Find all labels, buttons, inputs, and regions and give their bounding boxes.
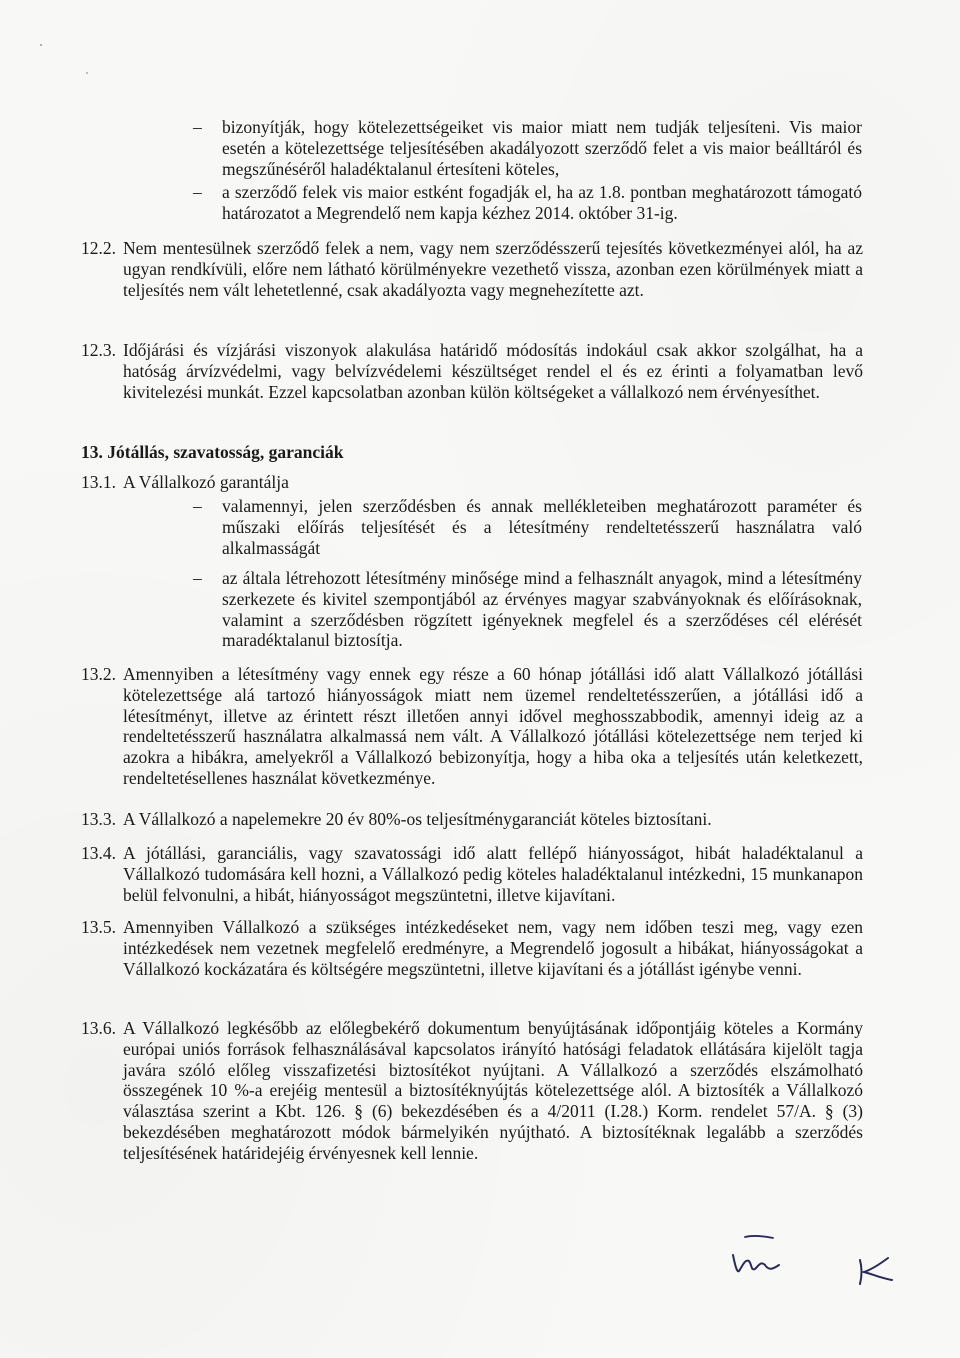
scan-speck xyxy=(86,72,88,74)
section-text-13-3: A Vállalkozó a napelemekre 20 év 80%-os teljesítménygaranciát köteles biztosítani. xyxy=(123,809,712,829)
section-number-12-3: 12.3. xyxy=(81,340,116,360)
guarantee-bullet-quality: az általa létrehozott létesítmény minősége mind a felhasznált anyagok, mind a létesítmény szerkezete és kivitel szempontjából az érvényes magyar szabványoknak és előírásoknak, valamint a szerződésben rögzített igényeknek megfelel és a szerződéses cél elérését maradéktalanul biztosítja. xyxy=(222,568,862,651)
section-text-12-3: Időjárási és vízjárási viszonyok alakulása határidő módosítás indokául csak akkor szolgálhat, ha a hatóság árvízvédelmi, vagy belvízvédelemi készültséget rendel el és ez érinti a folyamatban levő kivitelezési munkát. Ezzel kapcsolatban azonban külön költségeket a vállalkozó nem érvényesíthet. xyxy=(123,340,863,402)
section-text-13-5: Amennyiben Vállalkozó a szükséges intézkedéseket nem, vagy nem időben teszi meg, vagy ezen intézkedések nem vezetnek megfelelő eredményre, a Megrendelő jogosult a hibákat, hiányosságokat a Vállalkozó kockázatára és költségére megszüntetni, illetve kijavítani és a jótállást igénybe venni. xyxy=(123,917,863,979)
section-number-12-2: 12.2. xyxy=(81,238,116,258)
signature-initials-right xyxy=(850,1250,900,1290)
signature-initials-left xyxy=(725,1225,795,1280)
section-text-13-6: A Vállalkozó legkésőbb az előlegbekérő dokumentum benyújtásának időpontjáig köteles a Kormány európai uniós források felhasználásával kapcsolatos irányító hatósági feladatok ellátására kijelölt tagja javára szóló előleg visszafizetési biztosítékot nyújtani. A Vállalkozó a szerződés elszámolható összegének 10 %-a erejéig mentesül a biztosítéknyújtás kötelezettsége alól. A biztosíték a Vállalkozó választása szerint a Kbt. 126. § (6) bekezdésében és a 4/2011 (I.28.) Korm. rendelet 57/A. § (3) bekezdésében meghatározott módok bármelyikén nyújtható. A biztosítéknak legalább a szerződés teljesítésének határidejéig érvényesnek kell lennie. xyxy=(123,1018,863,1163)
section-text-13-2: Amennyiben a létesítmény vagy ennek egy része a 60 hónap jótállási idő alatt Vállalkozó jótállási kötelezettsége alá tartozó hiányosságok miatt nem üzemel rendeltetésszerűen, a jótállási idő a létesítményt, illetve az érintett részt illetően annyi idővel meghosszabbodik, amennyi ideig az a rendeltetésszerű használatra alkalmassá nem vált. A Vállalkozó jótállási kötelezettsége nem terjed ki azokra a hibákra, amelyekről a Vállalkozó bebizonyítja, hogy a hiba oka a teljesítés után keletkezett, rendeltetésellenes használat következménye. xyxy=(123,664,863,788)
bullet-dash: – xyxy=(193,496,202,516)
section-text-12-2: Nem mentesülnek szerződő felek a nem, vagy nem szerződésszerű tejesítés következményei alól, ha az ugyan rendkívüli, előre nem látható körülményekre vezethető vissza, azonban ezen körülmények miatt a teljesítés nem vált lehetetlenné, csak akadályozta vagy megnehezítette azt. xyxy=(123,238,863,300)
section-text-13-1: A Vállalkozó garantálja xyxy=(123,472,289,492)
scan-speck xyxy=(40,44,42,46)
section-text-13-4: A jótállási, garanciális, vagy szavatossági idő alatt fellépő hiányosságot, hibát haladéktalanul a Vállalkozó tudomására kell hozni, a Vállalkozó pedig köteles haladéktalanul intézkedni, 15 munkanapon belül felvonulni, a hibát, hiányosságot megszüntetni, illetve kijavítani. xyxy=(123,843,863,905)
guarantee-bullet-parameters: valamennyi, jelen szerződésben és annak mellékleteiben meghatározott paraméter és műszaki előírás teljesítését és a létesítmény rendeltetésszerű használatra való alkalmasságát xyxy=(222,496,862,558)
bullet-dash: – xyxy=(193,117,202,137)
section-number-13-6: 13.6. xyxy=(81,1018,116,1038)
section-heading-13: 13. Jótállás, szavatosság, garanciák xyxy=(81,442,344,462)
bullet-dash: – xyxy=(193,182,202,202)
section-number-13-2: 13.2. xyxy=(81,664,116,684)
bullet-text-vis-maior-proof: bizonyítják, hogy kötelezettségeiket vis maior miatt nem tudják teljesíteni. Vis maior esetén a kötelezettsége teljesítésében akadályozott szerződő felet a vis maior beálltáról és megszűnéséről haladéktalanul értesíteni köteles, xyxy=(222,117,862,179)
section-number-13-3: 13.3. xyxy=(81,809,116,829)
section-number-13-5: 13.5. xyxy=(81,917,116,937)
bullet-dash: – xyxy=(193,568,202,588)
section-number-13-1: 13.1. xyxy=(81,472,116,492)
section-number-13-4: 13.4. xyxy=(81,843,116,863)
bullet-text-vis-maior-definition: a szerződő felek vis maior estként fogadják el, ha az 1.8. pontban meghatározott támogató határozatot a Megrendelő nem kapja kézhez 2014. október 31-ig. xyxy=(222,182,862,223)
